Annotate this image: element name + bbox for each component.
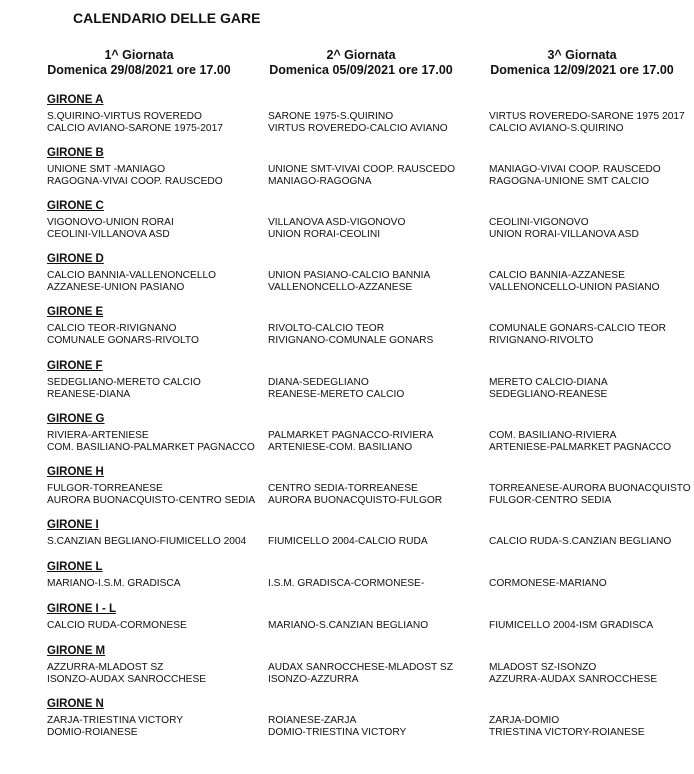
round-2-matches [268,715,406,739]
round-3-matches [489,323,666,347]
match-line: FULGOR-CENTRO SEDIA [489,495,612,506]
match-line: FIUMICELLO 2004-CALCIO RUDA [268,536,428,547]
match-line: RAGOGNA-UNIONE SMT CALCIO [489,176,650,187]
match-line: ZARJA-DOMIO [489,715,560,726]
round-1-matches [47,620,187,632]
round-1-matches [47,323,199,347]
match-line: ARTENIESE-PALMARKET PAGNACCO [489,442,672,453]
group-name: GIRONE D [47,253,104,265]
match-line: CALCIO BANNIA-AZZANESE [489,270,625,281]
round-3-matches [489,620,653,632]
match-line: CALCIO TEOR-RIVIGNANO [47,323,177,334]
round-1-matches [47,578,181,590]
group-name: GIRONE L [47,561,103,573]
round-header-2 [268,48,454,78]
round-1-matches [47,483,255,507]
match-line: VALLENONCELLO-UNION PASIANO [489,282,660,293]
match-line: SEDEGLIANO-REANESE [489,389,608,400]
match-line: AURORA BUONACQUISTO-FULGOR [268,495,443,506]
round-1-matches [47,662,206,686]
match-line: AZZANESE-UNION PASIANO [47,282,185,293]
group-name: GIRONE B [47,147,104,159]
round-3-matches [489,270,660,294]
match-line: COMUNALE GONARS-CALCIO TEOR [489,323,666,334]
match-line: TRIESTINA VICTORY-ROIANESE [489,727,645,738]
match-line: UNION RORAI-VILLANOVA ASD [489,229,639,240]
match-line: MANIAGO-RAGOGNA [268,176,372,187]
group-name: GIRONE C [47,200,104,212]
match-line: TORREANESE-AURORA BUONACQUISTO [489,483,691,494]
match-line: RAGOGNA-VIVAI COOP. RAUSCEDO [47,176,223,187]
round-header-3 [489,48,675,78]
match-line: COM. BASILIANO-PALMARKET PAGNACCO [47,442,255,453]
match-line: CALCIO RUDA-CORMONESE [47,620,187,631]
round-name: 1^ Giornata [104,48,174,62]
match-line: VIGONOVO-UNION RORAI [47,217,174,228]
match-line: FIUMICELLO 2004-ISM GRADISCA [489,620,654,631]
round-2-matches [268,483,442,507]
match-line: PALMARKET PAGNACCO-RIVIERA [268,430,434,441]
match-line: ZARJA-TRIESTINA VICTORY [47,715,184,726]
match-line: RIVIGNANO-COMUNALE GONARS [268,335,434,346]
match-line: RIVOLTO-CALCIO TEOR [268,323,385,334]
match-line: UNION RORAI-CEOLINI [268,229,381,240]
group-name: GIRONE N [47,698,104,710]
match-line: CORMONESE-MARIANO [489,578,607,589]
group-name: GIRONE H [47,466,104,478]
match-line: UNIONE SMT-VIVAI COOP. RAUSCEDO [268,164,455,175]
match-line: CALCIO RUDA-S.CANZIAN BEGLIANO [489,536,672,547]
match-line: AZZURRA-MLADOST SZ [47,662,164,673]
round-2-matches [268,620,428,632]
match-line: ISONZO-AZZURRA [268,674,359,685]
match-line: SEDEGLIANO-MERETO CALCIO [47,377,201,388]
match-line: VIRTUS ROVEREDO-SARONE 1975 2017 [489,111,685,122]
match-line: CALCIO AVIANO-SARONE 1975-2017 [47,123,223,134]
round-2-matches [268,164,455,188]
match-line: RIVIGNANO-RIVOLTO [489,335,594,346]
round-1-matches [47,536,246,548]
group-name: GIRONE M [47,645,106,657]
group-name: GIRONE A [47,94,104,106]
match-line: S.CANZIAN BEGLIANO-FIUMICELLO 2004 [47,536,247,547]
round-header-1 [46,48,232,78]
round-1-matches [47,111,223,135]
match-line: COM. BASILIANO-RIVIERA [489,430,617,441]
match-line: CALCIO BANNIA-VALLENONCELLO [47,270,217,281]
round-3-matches [489,164,661,188]
round-2-matches [268,217,405,241]
round-3-matches [489,715,645,739]
match-line: UNIONE SMT -MANIAGO [47,164,166,175]
match-line: VILLANOVA ASD-VIGONOVO [268,217,406,228]
match-line: MARIANO-S.CANZIAN BEGLIANO [268,620,429,631]
match-line: ROIANESE-ZARJA [268,715,357,726]
round-3-matches [489,217,639,241]
round-1-matches [47,164,223,188]
round-1-matches [47,270,216,294]
match-line: CALCIO AVIANO-S.QUIRINO [489,123,624,134]
match-line: ISONZO-AUDAX SANROCCHESE [47,674,207,685]
round-3-matches [489,578,607,590]
match-line: RIVIERA-ARTENIESE [47,430,149,441]
round-2-matches [268,111,448,135]
round-3-matches [489,536,671,548]
match-line: AZZURRA-AUDAX SANROCCHESE [489,674,658,685]
round-date: Domenica 12/09/2021 ore 17.00 [490,63,674,77]
group-name: GIRONE F [47,360,103,372]
round-2-matches [268,270,430,294]
round-2-matches [268,578,424,590]
round-2-matches [268,323,433,347]
match-line: CENTRO SEDIA-TORREANESE [268,483,418,494]
round-3-matches [489,430,671,454]
group-name: GIRONE I - L [47,603,116,615]
match-line: DOMIO-TRIESTINA VICTORY [268,727,407,738]
match-line: DOMIO-ROIANESE [47,727,138,738]
match-line: MARIANO-I.S.M. GRADISCA [47,578,181,589]
match-line: CEOLINI-VILLANOVA ASD [47,229,170,240]
match-line: I.S.M. GRADISCA-CORMONESE- [268,578,425,589]
round-1-matches [47,430,255,454]
match-line: S.QUIRINO-VIRTUS ROVEREDO [47,111,202,122]
match-line: SARONE 1975-S.QUIRINO [268,111,394,122]
round-2-matches [268,430,433,454]
match-line: VIRTUS ROVEREDO-CALCIO AVIANO [268,123,448,134]
group-name: GIRONE G [47,413,105,425]
round-1-matches [47,715,183,739]
match-line: DIANA-SEDEGLIANO [268,377,369,388]
match-line: COMUNALE GONARS-RIVOLTO [47,335,199,346]
group-name: GIRONE I [47,519,99,531]
group-name: GIRONE E [47,306,104,318]
match-line: REANESE-DIANA [47,389,131,400]
round-name: 2^ Giornata [326,48,396,62]
round-3-matches [489,662,657,686]
round-3-matches [489,377,608,401]
match-line: CEOLINI-VIGONOVO [489,217,589,228]
match-line: UNION PASIANO-CALCIO BANNIA [268,270,431,281]
match-line: MLADOST SZ-ISONZO [489,662,597,673]
match-line: MANIAGO-VIVAI COOP. RAUSCEDO [489,164,661,175]
match-line: ARTENIESE-COM. BASILIANO [268,442,413,453]
round-name: 3^ Giornata [547,48,617,62]
round-date: Domenica 29/08/2021 ore 17.00 [47,63,231,77]
match-line: FULGOR-TORREANESE [47,483,163,494]
match-line: REANESE-MERETO CALCIO [268,389,405,400]
round-3-matches [489,111,685,135]
document-title: CALENDARIO DELLE GARE [73,10,261,26]
round-3-matches [489,483,691,507]
round-2-matches [268,377,404,401]
match-line: MERETO CALCIO-DIANA [489,377,608,388]
match-line: AUDAX SANROCCHESE-MLADOST SZ [268,662,453,673]
match-line: VALLENONCELLO-AZZANESE [268,282,413,293]
round-2-matches [268,536,428,548]
round-2-matches [268,662,453,686]
round-1-matches [47,217,174,241]
round-1-matches [47,377,201,401]
match-line: AURORA BUONACQUISTO-CENTRO SEDIA [47,495,256,506]
round-date: Domenica 05/09/2021 ore 17.00 [269,63,453,77]
